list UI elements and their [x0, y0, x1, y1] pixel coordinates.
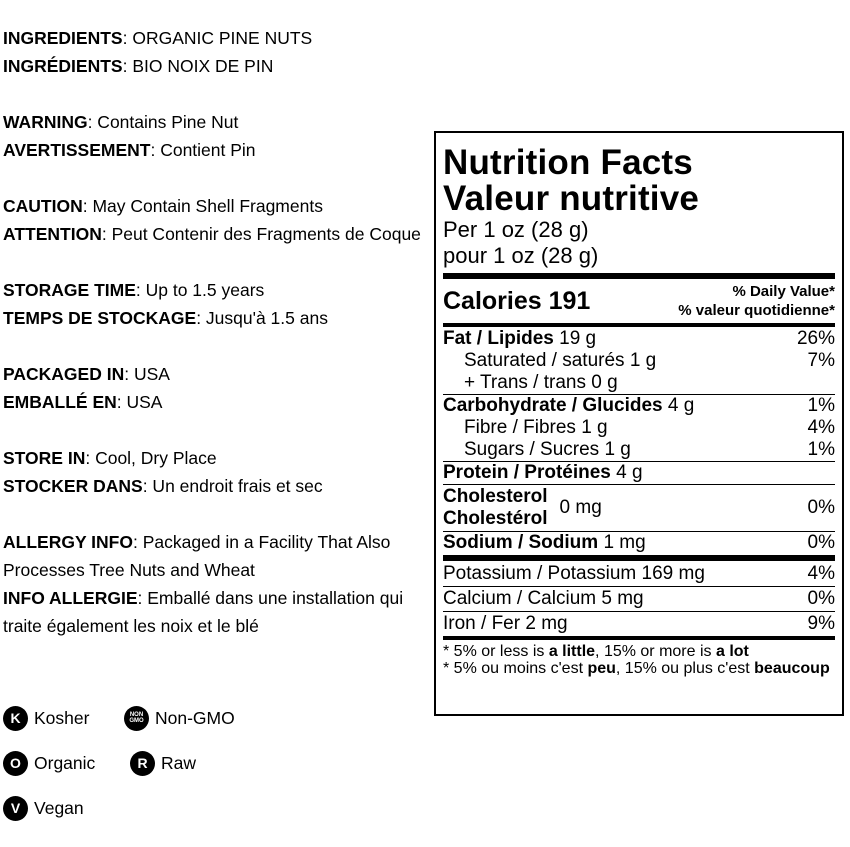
footnote: [443, 643, 835, 677]
store-in-fr: STOCKER DANS: Un endroit frais et sec: [3, 476, 323, 496]
calcium-row: Calcium / Calcium 5 mg 0%: [443, 588, 835, 609]
organic-badge: [3, 749, 95, 777]
cholesterol-row: [443, 485, 835, 531]
calories-label: Calories 191: [443, 286, 591, 315]
divider-medium: [443, 636, 835, 640]
caution-group: [3, 192, 428, 248]
footnote-fr: * 5% ou moins c'est peu, 15% ou plus c'est beaucoup: [443, 660, 830, 677]
allergy-group: [3, 528, 428, 640]
cholesterol-amount: 0 mg: [559, 497, 602, 518]
warning-group: [3, 108, 428, 164]
packaged-en: PACKAGED IN: USA: [3, 364, 170, 384]
raw-badge: [130, 749, 196, 777]
store-in-group: [3, 444, 428, 500]
daily-value-header: % Daily Value* % valeur quotidienne*: [678, 283, 835, 319]
nutrition-title-en: Nutrition Facts: [443, 143, 693, 182]
cholesterol-label-en: Cholesterol: [443, 486, 548, 507]
trans-row: + Trans / trans 0 g: [464, 372, 618, 393]
caution-en: CAUTION: May Contain Shell Fragments: [3, 196, 323, 216]
footnote-en: * 5% or less is a little, 15% or more is a lot: [443, 643, 749, 660]
saturated-row: Saturated / saturés 1 g 7%: [464, 350, 835, 371]
iron-row: Iron / Fer 2 mg 9%: [443, 613, 835, 634]
nutrition-title-fr: Valeur nutritive: [443, 179, 700, 218]
storage-time-en: STORAGE TIME: Up to 1.5 years: [3, 280, 265, 300]
nutrition-facts-panel: [434, 131, 844, 716]
ingredients-en: INGREDIENTS: ORGANIC PINE NUTS: [3, 28, 313, 48]
cholesterol-pct: 0%: [807, 497, 835, 518]
fat-row: Fat / Lipides 19 g 26%: [443, 328, 835, 349]
kosher-label: Kosher: [34, 707, 90, 728]
allergy-fr: INFO ALLERGIE: Emballé dans une installation qui traite également les noix et le blé: [3, 588, 404, 636]
non-gmo-label: Non-GMO: [155, 707, 235, 728]
vegan-badge: [3, 794, 84, 822]
product-info: [3, 24, 428, 668]
sodium-row: Sodium / Sodium 1 mg 0%: [443, 532, 835, 553]
raw-icon: R: [130, 751, 155, 776]
sugars-row: Sugars / Sucres 1 g 1%: [464, 439, 835, 460]
serving-size-en: Per 1 oz (28 g): [443, 217, 589, 242]
store-in-en: STORE IN: Cool, Dry Place: [3, 448, 217, 468]
divider-medium: [443, 323, 835, 327]
warning-en: WARNING: Contains Pine Nut: [3, 112, 239, 132]
warning-fr: AVERTISSEMENT: Contient Pin: [3, 140, 256, 160]
ingredients-group: [3, 24, 428, 80]
carbohydrate-row: Carbohydrate / Glucides 4 g 1%: [443, 395, 835, 416]
kosher-badge: [3, 704, 89, 732]
serving-size-fr: pour 1 oz (28 g): [443, 243, 599, 268]
vegan-icon: V: [3, 796, 28, 821]
storage-time-group: [3, 276, 428, 332]
allergy-en: ALLERGY INFO: Packaged in a Facility That Also Processes Tree Nuts and Wheat: [3, 532, 391, 580]
fibre-row: Fibre / Fibres 1 g 4%: [464, 417, 835, 438]
storage-time-fr: TEMPS DE STOCKAGE: Jusqu'à 1.5 ans: [3, 308, 328, 328]
protein-row: Protein / Protéines 4 g: [443, 462, 643, 483]
raw-label: Raw: [161, 752, 197, 773]
cholesterol-label-fr: Cholestérol: [443, 508, 548, 529]
ingredients-fr: INGRÉDIENTS: BIO NOIX DE PIN: [3, 56, 274, 76]
vegan-label: Vegan: [34, 797, 84, 818]
non-gmo-badge: [124, 704, 235, 732]
packaged-group: [3, 360, 428, 416]
organic-icon: O: [3, 751, 28, 776]
caution-fr: ATTENTION: Peut Contenir des Fragments de Coque: [3, 224, 421, 244]
packaged-fr: EMBALLÉ EN: USA: [3, 392, 163, 412]
non-gmo-icon: NON GMO: [124, 706, 149, 731]
potassium-row: Potassium / Potassium 169 mg 4%: [443, 562, 835, 584]
organic-label: Organic: [34, 752, 96, 773]
kosher-icon: K: [3, 706, 28, 731]
calories-row: [443, 279, 835, 323]
